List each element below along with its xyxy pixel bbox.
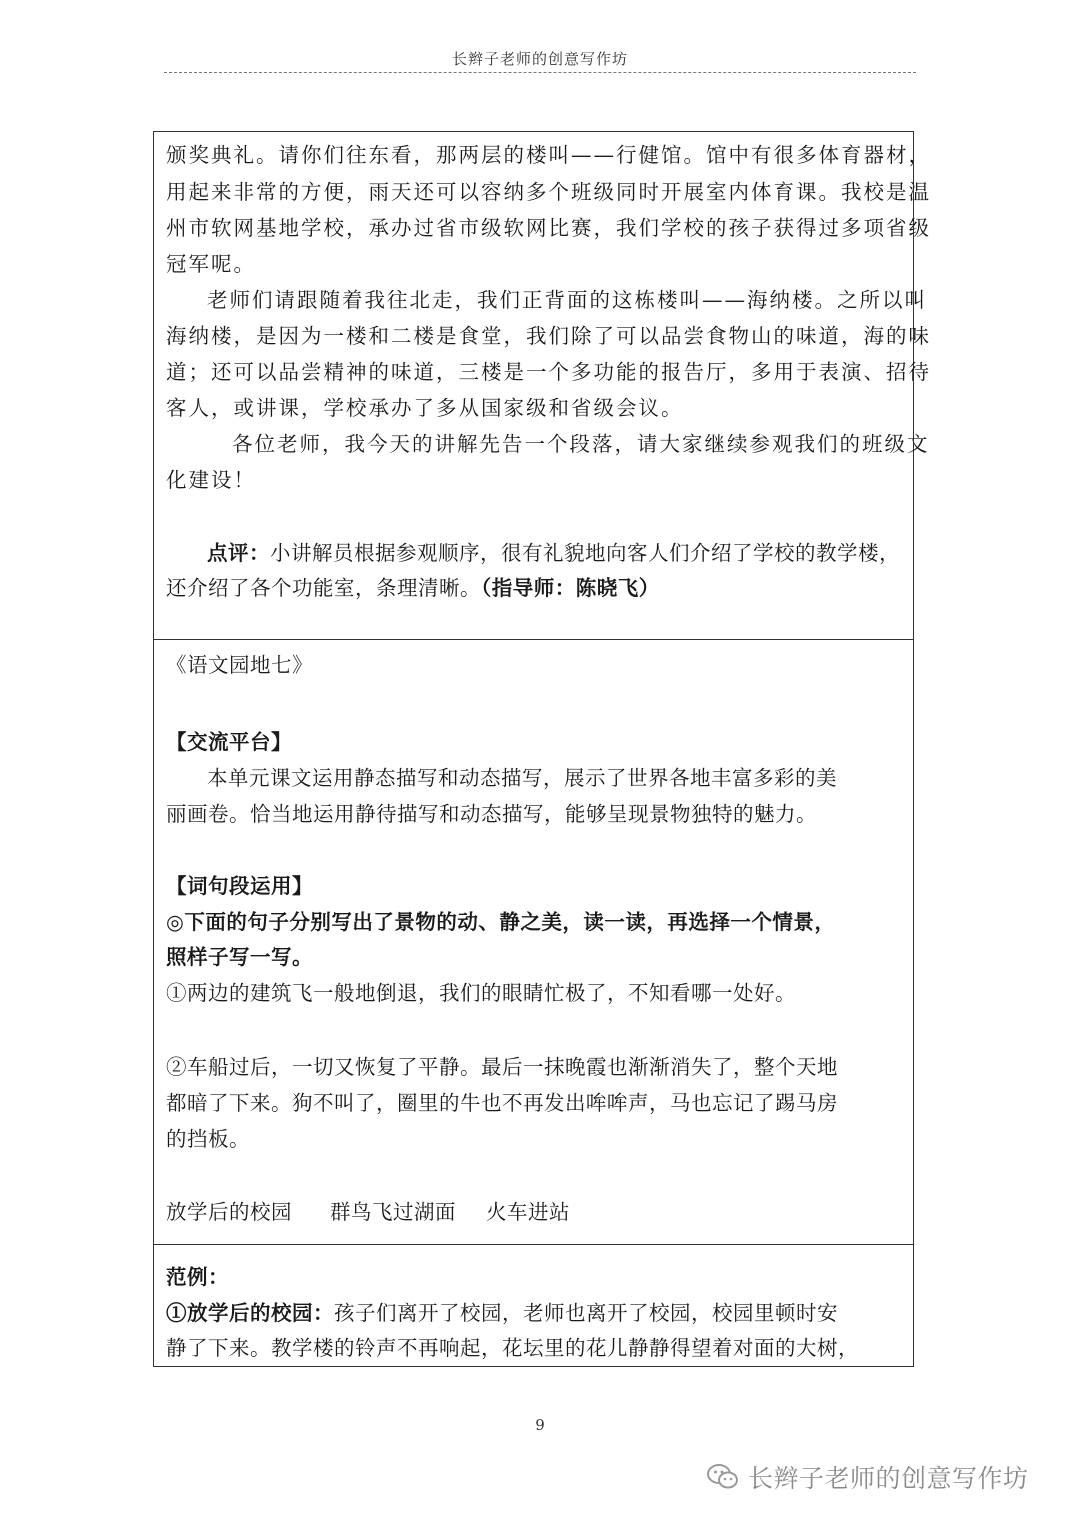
content-table	[153, 131, 931, 1245]
example-label: ①放学后的校园：	[166, 1301, 334, 1325]
scenario-option: 火车进站	[486, 1200, 570, 1224]
usage-heading: 【词句段运用】	[166, 874, 313, 898]
review-line-2	[166, 573, 903, 603]
review-text: 小讲解员根据参观顺序，很有礼貌地向客人们介绍了学校的教学楼，	[270, 541, 900, 565]
task-line: ◎下面的句子分别写出了景物的动、静之美，读一读，再选择一个情景，	[166, 910, 836, 934]
exchange-text-line: 丽画卷。恰当地运用静待描写和动态描写，能够呈现景物独特的魅力。	[166, 802, 817, 826]
speech-line: 海纳楼，是因为一楼和二楼是食堂，我们除了可以品尝食物山的味道，海的味	[166, 324, 931, 348]
header-divider	[164, 72, 916, 73]
speech-line: 颁奖典礼。请你们往东看，那两层的楼叫——行健馆。馆中有很多体育器材，	[166, 143, 931, 167]
wechat-icon	[706, 1462, 740, 1492]
running-header: 长辫子老师的创意写作坊	[451, 50, 628, 68]
speech-line: 道；还可以品尝精神的味道，三楼是一个多功能的报告厅，多用于表演、招待	[166, 360, 931, 384]
section-title: 《语文园地七》	[166, 653, 313, 677]
example-sentence-2-line: ②车船过后，一切又恢复了平静。最后一抹晚霞也渐渐消失了，整个天地	[166, 1055, 838, 1079]
task-line: 照样子写一写。	[166, 945, 313, 969]
speech-line: 冠军呢。	[166, 252, 256, 276]
review-line	[207, 538, 903, 568]
example-sentence-2-line: 的挡板。	[166, 1127, 250, 1151]
scenario-option: 放学后的校园	[166, 1200, 292, 1224]
example-sentence-2-line: 都暗了下来。狗不叫了，圈里的牛也不再发出哞哞声，马也忘记了踢马房	[166, 1091, 838, 1115]
table-cell-chinese-garden	[154, 640, 913, 1244]
example-line-2: 静了下来。教学楼的铃声不再响起，花坛里的花儿静静得望着对面的大树，	[166, 1336, 859, 1360]
table-cell-speech	[154, 132, 931, 640]
example-sentence-1: ①两边的建筑飞一般地倒退，我们的眼睛忙极了，不知看哪一处好。	[166, 981, 796, 1005]
speech-line: 老师们请跟随着我往北走，我们正背面的这栋楼叫——海纳楼。之所以叫	[207, 288, 927, 312]
table-cell-continuation	[153, 1243, 914, 1367]
speech-line: 各位老师，我今天的讲解先告一个段落，请大家继续参观我们的班级文	[232, 432, 930, 456]
watermark	[706, 1459, 1029, 1495]
example-line-1	[166, 1298, 903, 1328]
exchange-heading: 【交流平台】	[166, 730, 292, 754]
page-number: 9	[535, 1416, 545, 1434]
speech-line: 州市软网基地学校，承办过省市级软网比赛，我们学校的孩子获得过多项省级	[166, 216, 931, 240]
scenario-options	[166, 1197, 903, 1227]
speech-line: 用起来非常的方便，雨天还可以容纳多个班级同时开展室内体育课。我校是温	[166, 180, 931, 204]
speech-line: 化建设！	[166, 468, 256, 492]
example-text: 孩子们离开了校园，老师也离开了校园，校园里顿时安	[334, 1301, 838, 1325]
review-label: 点评：	[207, 541, 270, 565]
watermark-text: 长辫子老师的创意写作坊	[748, 1464, 1029, 1493]
review-text-2: 还介绍了各个功能室，条理清晰。	[166, 576, 481, 600]
review-teacher: （指导师：陈晓飞）	[481, 576, 660, 600]
example-heading: 范例：	[166, 1265, 229, 1289]
scenario-option: 群鸟飞过湖面	[330, 1200, 456, 1224]
speech-line: 客人，或讲课，学校承办了多从国家级和省级会议。	[166, 396, 684, 420]
exchange-text-line: 本单元课文运用静态描写和动态描写，展示了世界各地丰富多彩的美	[207, 766, 837, 790]
